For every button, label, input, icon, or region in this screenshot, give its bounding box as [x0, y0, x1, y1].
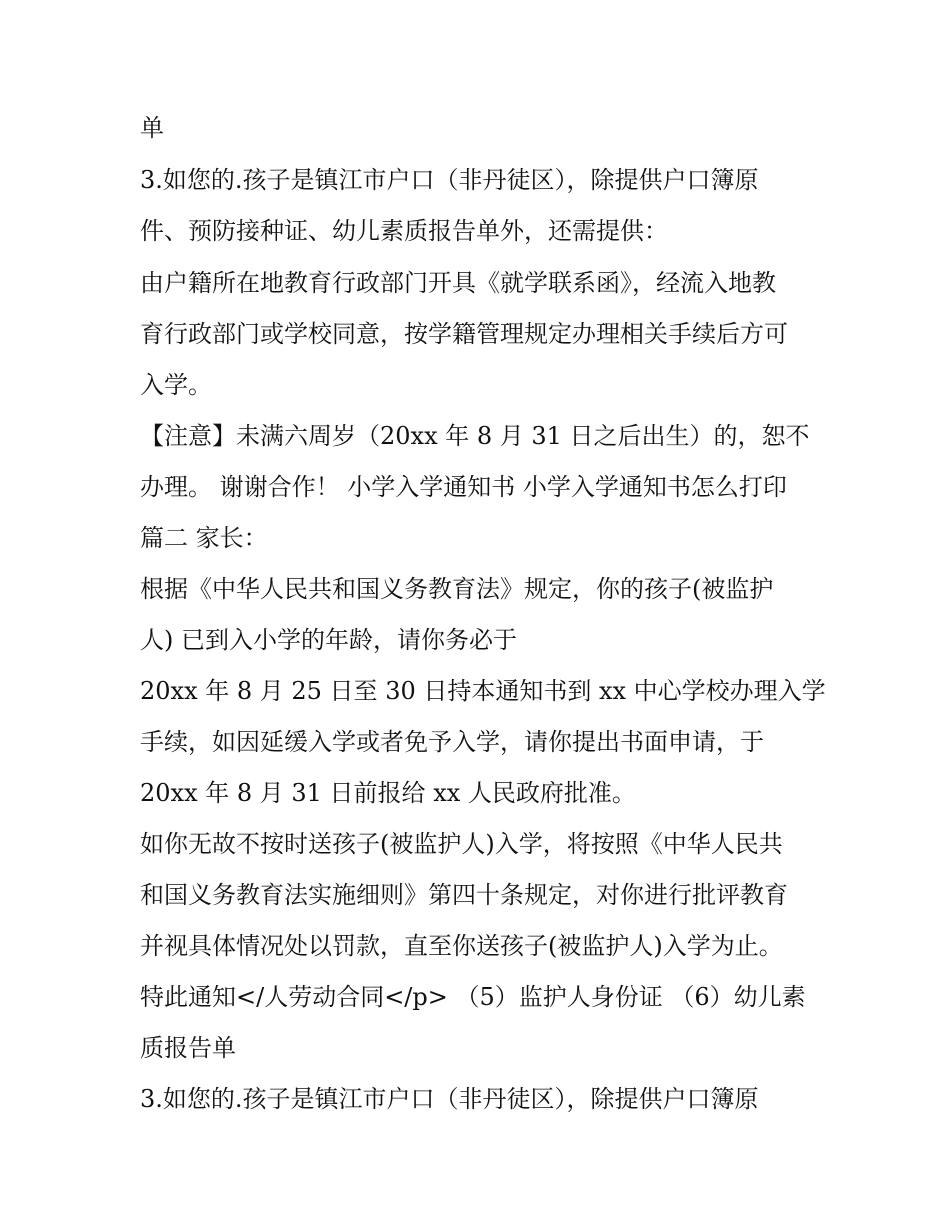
text-line: 手续，如因延缓入学或者免予入学，请你提出书面申请，于 [140, 728, 764, 756]
text-line: 由户籍所在地教育行政部门开具《就学联系函》，经流入地教 [140, 269, 776, 297]
text-line: 篇二 家长： [140, 524, 268, 552]
text-line: 质报告单 [140, 1034, 236, 1062]
text-line: 和国义务教育法实施细则》第四十条规定，对你进行批评教育 [140, 881, 788, 909]
text-line: 件、预防接种证、幼儿素质报告单外，还需提供： [140, 217, 668, 245]
text-line: 20xx 年 8 月 31 日前报给 xx 人民政府批准。 [140, 779, 636, 807]
text-line: 人) 已到入小学的年龄，请你务必于 [140, 626, 517, 654]
text-line: 育行政部门或学校同意，按学籍管理规定办理相关手续后方可 [140, 320, 788, 348]
text-line: 单 [140, 114, 164, 142]
text-line: 并视具体情况处以罚款，直至你送孩子(被监护人)入学为止。 [140, 932, 783, 960]
text-line: 特此通知</人劳动合同</p> （5）监护人身份证 （6）幼儿素 [140, 983, 806, 1011]
text-line: 入学。 [140, 371, 212, 399]
text-line: 3.如您的.孩子是镇江市户口（非丹徒区），除提供户口簿原 [140, 166, 759, 194]
text-line: 【注意】未满六周岁（20xx 年 8 月 31 日之后出生）的，恕不 [140, 422, 810, 450]
text-line: 办理。 谢谢合作！ 小学入学通知书 小学入学通知书怎么打印 [140, 473, 787, 501]
text-line: 如你无故不按时送孩子(被监护人)入学，将按照《中华人民共 [140, 830, 783, 858]
text-line: 3.如您的.孩子是镇江市户口（非丹徒区），除提供户口簿原 [140, 1085, 759, 1113]
text-line: 根据《中华人民共和国义务教育法》规定，你的孩子(被监护 [140, 575, 774, 603]
text-line: 20xx 年 8 月 25 日至 30 日持本通知书到 xx 中心学校办理入学 [140, 677, 826, 705]
